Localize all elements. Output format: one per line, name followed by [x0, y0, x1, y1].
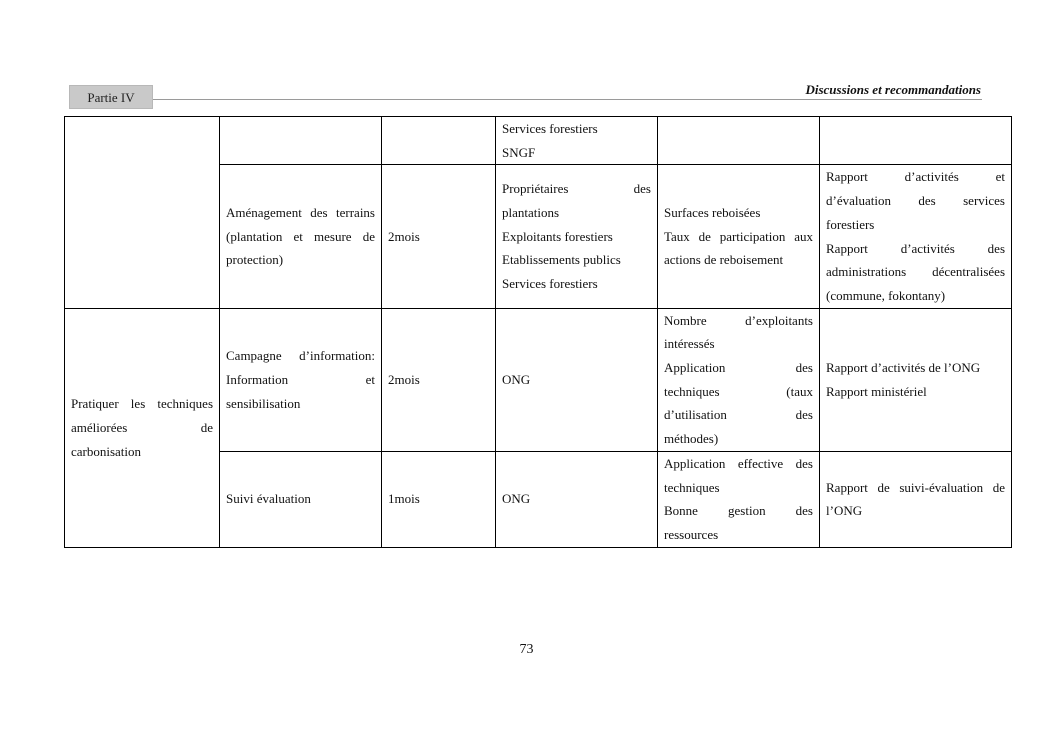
cell-line: Application des [664, 360, 813, 376]
activity-cell [220, 117, 382, 165]
actors-cell: ONG [496, 308, 658, 451]
cell-line: plantations [502, 204, 560, 220]
cell-line: Rapport de suivi-évaluation de [826, 479, 1005, 495]
verification-cell [820, 308, 1012, 451]
objective-cell [65, 308, 220, 547]
cell-line: (plantation et mesure de [226, 228, 375, 244]
indicators-cell [658, 117, 820, 165]
duration-cell: 2mois [382, 308, 496, 451]
cell-line: (commune, fokontany) [826, 287, 946, 303]
header-rule [153, 99, 982, 100]
cell-line: méthodes) [664, 431, 719, 447]
cell-line: protection) [226, 252, 284, 268]
cell-line: Information et [226, 371, 375, 387]
cell-line: Bonne gestion des [664, 503, 813, 519]
cell-line: Rapport d’activités de l’ONG [826, 360, 981, 376]
indicators-cell [658, 308, 820, 451]
table-row [65, 308, 1012, 451]
cell-line: forestiers [826, 216, 875, 232]
actors-cell [496, 165, 658, 308]
indicators-cell [658, 165, 820, 308]
activity-cell: Suivi évaluation [220, 451, 382, 547]
cell-line: Propriétaires des [502, 181, 651, 197]
cell-line: Rapport d’activités et [826, 169, 1005, 185]
cell-line: techniques (taux [664, 383, 813, 399]
cell-line: Aménagement des terrains [226, 204, 375, 220]
duration-cell: 1mois [382, 451, 496, 547]
actors-cell [496, 117, 658, 165]
cell-line: Services forestiers [502, 121, 598, 136]
cell-line: d’utilisation des [664, 407, 813, 423]
cell-line: Rapport d’activités des [826, 240, 1005, 256]
actors-cell: ONG [496, 451, 658, 547]
cell-line: Taux de participation aux [664, 228, 813, 244]
objective-cell [65, 117, 220, 309]
page-number: 73 [519, 642, 534, 657]
activity-cell [220, 165, 382, 308]
cell-line: techniques [664, 479, 720, 495]
cell-line: Exploitants forestiers [502, 228, 613, 244]
cell-line: Etablissements publics [502, 252, 621, 268]
cell-line: Rapport ministériel [826, 383, 927, 399]
cell-line: Campagne d’information: [226, 348, 375, 364]
duration-cell [382, 117, 496, 165]
cell-line: SNGF [502, 144, 536, 160]
part-label: Partie IV [69, 85, 153, 109]
cell-line: administrations décentralisées [826, 264, 1005, 280]
cell-line: améliorées de [71, 419, 213, 435]
cell-line: sensibilisation [226, 395, 301, 411]
cell-line: intéressés [664, 336, 715, 352]
cell-line: Nombre d’exploitants [664, 312, 813, 328]
activity-cell [220, 308, 382, 451]
cell-line: Surfaces reboisées [664, 204, 761, 220]
cell-line: carbonisation [71, 443, 142, 459]
cell-line: ressources [664, 527, 719, 543]
cell-line: Pratiquer les techniques [71, 396, 213, 412]
verification-cell [820, 451, 1012, 547]
cell-line: d’évaluation des services [826, 193, 1005, 209]
verification-cell [820, 117, 1012, 165]
verification-cell [820, 165, 1012, 308]
duration-cell: 2mois [382, 165, 496, 308]
cell-line: Application effective des [664, 455, 813, 471]
cell-line: l’ONG [826, 503, 863, 519]
action-plan-table [64, 116, 1012, 548]
cell-line: actions de reboisement [664, 252, 784, 268]
indicators-cell [658, 451, 820, 547]
section-title: Discussions et recommandations [805, 82, 981, 97]
table-row [65, 117, 1012, 165]
cell-line: Services forestiers [502, 276, 598, 292]
